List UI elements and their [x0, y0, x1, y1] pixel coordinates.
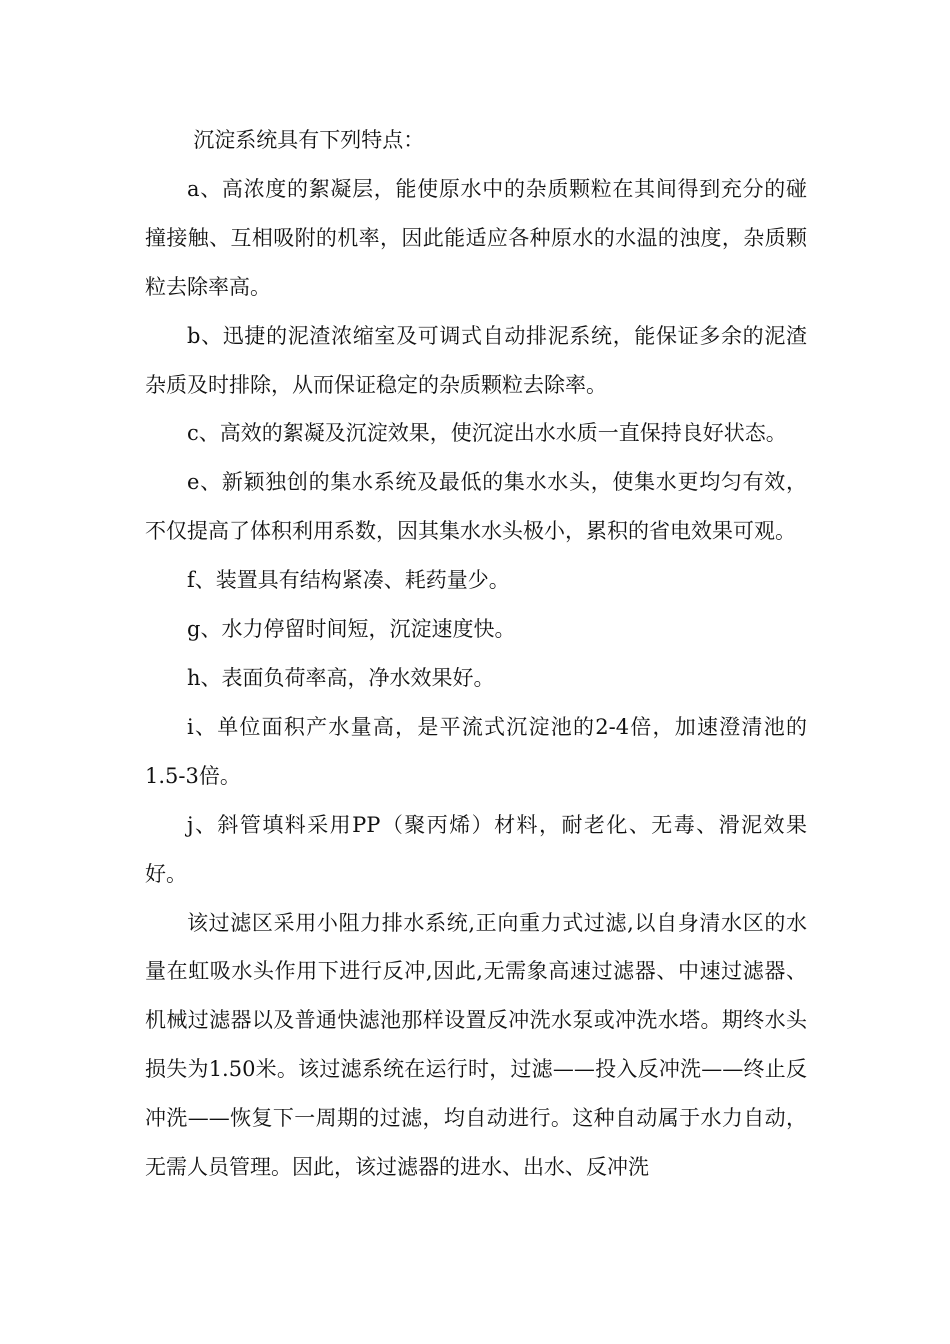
document-body: [145, 116, 807, 1192]
paragraph-feature-e: e、新颖独创的集水系统及最低的集水水头，使集水更均匀有效，不仅提高了体积利用系数，因其集水水头极小，累积的省电效果可观。: [145, 470, 807, 544]
paragraph-filter-description: 该过滤区采用小阻力排水系统,正向重力式过滤,以自身清水区的水量在虹吸水头作用下进行反冲,因此,无需象高速过滤器、中速过滤器、机械过滤器以及普通快滤池那样设置反冲洗水泵或冲洗水塔。期终水头损失为1.50米。该过滤系统在运行时，过滤——投入反冲洗——终止反冲洗——恢复下一周期的过滤，均自动进行。这种自动属于水力自动，无需人员管理。因此，该过滤器的进水、出水、反冲洗: [145, 910, 807, 1180]
paragraph-feature-f: f、装置具有结构紧凑、耗药量少。: [187, 568, 510, 593]
paragraph-feature-j: j、斜管填料采用PP（聚丙烯）材料，耐老化、无毒、滑泥效果好。: [145, 812, 807, 886]
paragraph-intro: 沉淀系统具有下列特点：: [193, 128, 425, 152]
paragraph-feature-b: b、迅捷的泥渣浓缩室及可调式自动排泥系统，能保证多余的泥渣杂质及时排除，从而保证稳定的杂质颗粒去除率。: [145, 323, 807, 397]
paragraph-feature-g: g、水力停留时间短，沉淀速度快。: [187, 617, 516, 642]
paragraph-feature-h: h、表面负荷率高，净水效果好。: [187, 665, 495, 690]
paragraph-feature-c: c、高效的絮凝及沉淀效果，使沉淀出水水质一直保持良好状态。: [187, 421, 787, 446]
paragraph-feature-a: a、高浓度的絮凝层，能使原水中的杂质颗粒在其间得到充分的碰撞接触、互相吸附的机率，因此能适应各种原水的水温的浊度，杂质颗粒去除率高。: [145, 176, 807, 299]
paragraph-feature-i: i、单位面积产水量高，是平流式沉淀池的2-4倍，加速澄清池的1.5-3倍。: [145, 714, 807, 788]
